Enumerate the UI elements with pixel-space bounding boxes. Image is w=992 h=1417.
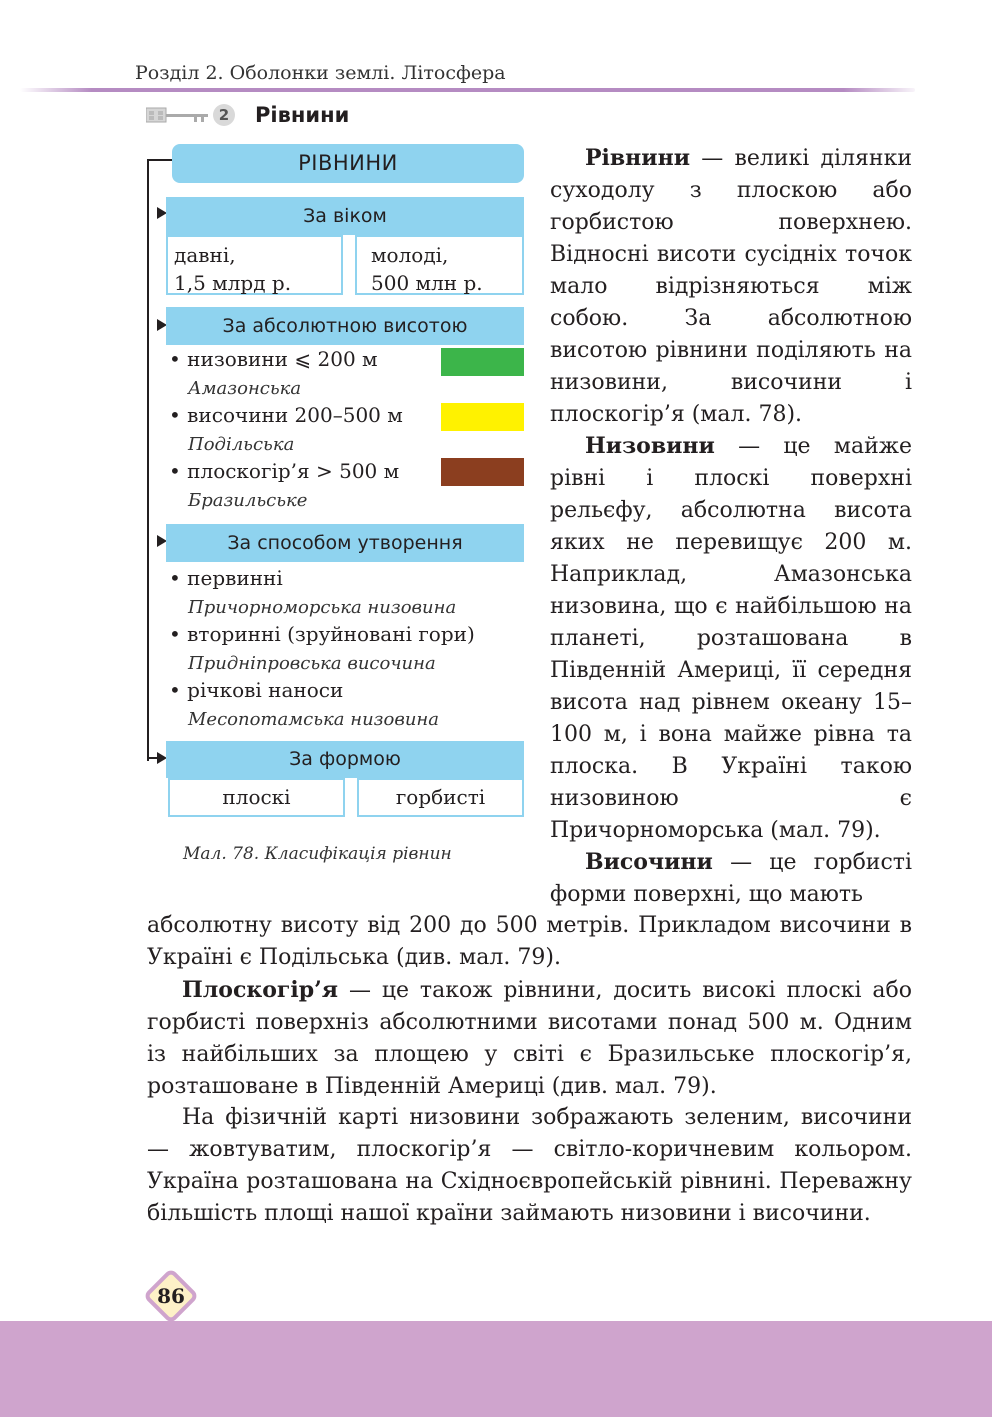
page-number: 86 — [157, 1284, 185, 1308]
term-lowlands: Низовини — [585, 433, 715, 459]
section-title: Рівнини — [255, 103, 350, 127]
paragraph-uplands-cont: абсолютну висоту від 200 до 500 метрів. Прикладом височини в Україні є Подільська (див. мал. 79). — [147, 913, 912, 970]
page-footer-band — [0, 1321, 992, 1417]
age-old-line1: давні, — [174, 243, 236, 267]
origin-item-river: • річкові наноси — [169, 678, 344, 702]
origin-example: Месопотамська низовина — [188, 709, 439, 730]
age-old-box — [166, 235, 343, 295]
diagram-title: РІВНИНИ — [172, 144, 524, 183]
header-divider — [20, 88, 915, 92]
height-item-label: височини 200–500 м — [187, 403, 403, 427]
origin-item-secondary: • вторинні (зруйновані гори) — [169, 622, 475, 646]
age-young-line2: 500 млн р. — [371, 271, 483, 295]
age-old-line2: 1,5 млрд р. — [174, 271, 292, 295]
paragraph-plains — [550, 142, 912, 431]
origin-item-label: вторинні (зруйновані гори) — [187, 622, 475, 646]
category-by-age: За віком — [166, 197, 524, 235]
origin-item-label: річкові наноси — [187, 678, 344, 702]
lowland-color-swatch — [441, 348, 524, 376]
term-uplands: Височини — [585, 849, 713, 875]
plateau-color-swatch — [441, 458, 524, 486]
age-young-box — [355, 235, 524, 295]
paragraph-lowlands — [550, 430, 912, 847]
category-by-form: За формою — [166, 741, 524, 778]
height-example: Подільська — [188, 434, 295, 455]
paragraph-uplands-start — [550, 846, 912, 911]
height-item-label: низовини ⩽ 200 м — [187, 347, 378, 371]
age-young-line1: молоді, — [371, 243, 449, 267]
origin-item-label: первинні — [187, 566, 283, 590]
height-item-upland: • височини 200–500 м — [169, 403, 403, 427]
term-plains: Рівнини — [585, 145, 691, 171]
paragraph-text: — це майже рівні і плоскі поверхні рельєфу, абсолютна висота яких не перевищує 200 м. Наприклад, Амазонська низовина, що є найбільшою на планеті, розташована в Південній Америці, її середня висота над рівнем океану 15–100 м, і вона майже рівна та плоска. В Україні такою низовиною є Причорноморська (мал. 79). — [550, 434, 912, 843]
paragraph-text: — великі ділянки суходолу з плоскою або горбистою поверхнею. Відносні висоти сусідніх точок мало відрізняються між собою. За абсолютною висотою рівнини поділяють на низовини, височини і плоскогір’я (мал. 78). — [550, 146, 912, 427]
term-plateaus: Плоскогір’я — [182, 977, 339, 1003]
origin-example: Причорноморська низовина — [188, 597, 457, 618]
category-by-height: За абсолютною висотою — [166, 307, 524, 345]
section-number: 2 — [213, 104, 235, 126]
form-flat-box: плоскі — [168, 778, 345, 817]
running-header: Розділ 2. Оболонки землі. Літосфера — [135, 62, 506, 84]
paragraph-map-colors: На фізичній карті низовини зображають зеленим, височини — жовтуватим, плоскогір’я — світло-коричневим кольором. Україна розташована на Східноєвропейській рівнині. Переважну більшість площі нашої країни займають низовини і височини. — [147, 1105, 912, 1226]
height-item-label: плоскогір’я > 500 м — [187, 459, 400, 483]
diagram-bracket-foot — [147, 757, 157, 759]
category-by-origin: За способом утворення — [166, 524, 524, 562]
height-example: Бразильське — [188, 490, 308, 511]
upland-color-swatch — [441, 403, 524, 431]
height-example: Амазонська — [188, 378, 302, 399]
figure-caption: Мал. 78. Класифікація рівнин — [183, 844, 452, 864]
origin-item-primary: • первинні — [169, 566, 283, 590]
height-item-plateau: • плоскогір’я > 500 м — [169, 459, 400, 483]
form-hilly-box: горбисті — [357, 778, 524, 817]
paragraph-plateaus — [147, 974, 912, 1103]
paragraph-text: — це горбисті форми поверхні, що мають — [550, 850, 912, 907]
height-item-lowland: • низовини ⩽ 200 м — [169, 347, 378, 371]
origin-example: Придніпровська височина — [188, 653, 436, 674]
paragraph-text: — це також рівнини, досить високі плоскі або горбисті поверхніз абсолютними висотами понад 500 м. Одним із найбільших за площею у світі є Бразильське плоскогір’я, розташоване в Південній Америці (див. мал. 79). — [147, 978, 912, 1099]
